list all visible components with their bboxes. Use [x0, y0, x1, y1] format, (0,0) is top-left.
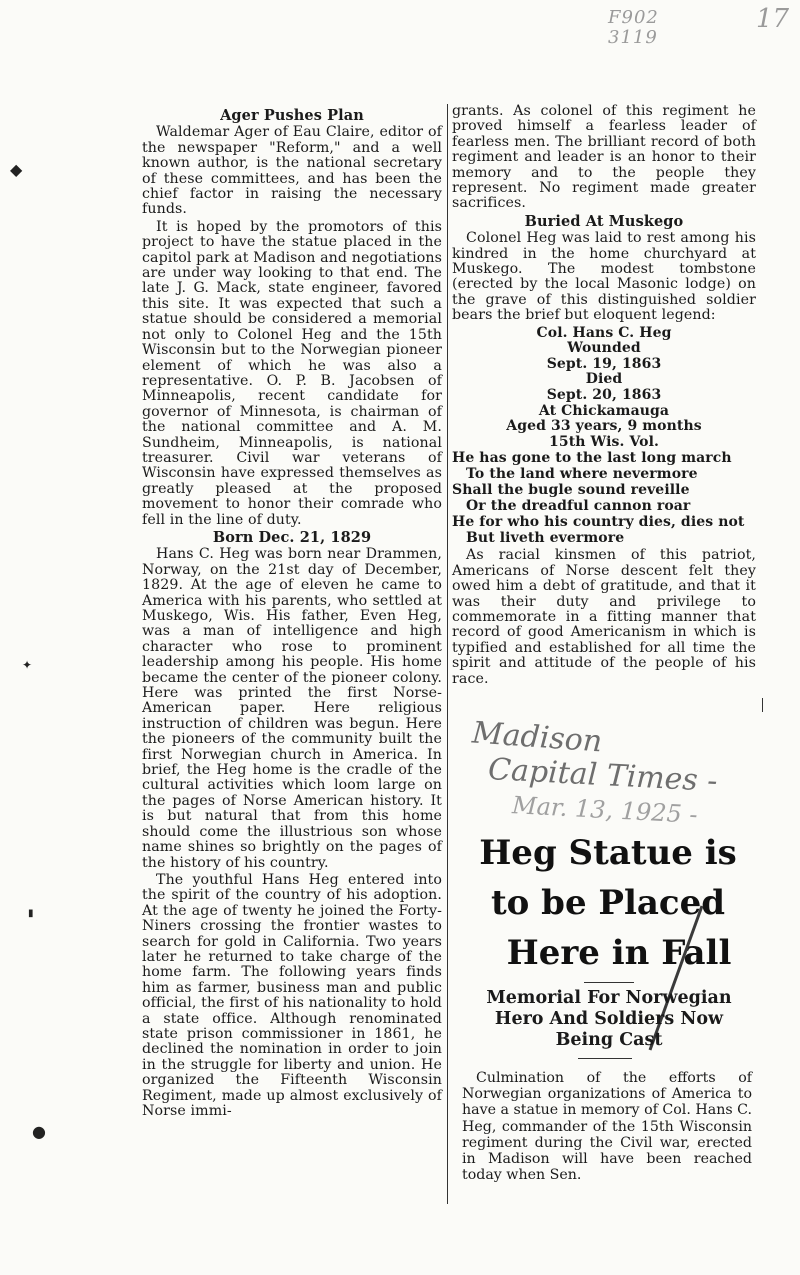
epitaph — [452, 326, 756, 451]
poem-line: Or the dreadful cannon roar — [466, 498, 691, 515]
edge-mark — [762, 698, 763, 712]
epitaph-line: At Chickamauga — [538, 402, 670, 419]
headline-rule — [584, 982, 634, 983]
handwritten-source-note — [462, 715, 782, 840]
poem-line: But liveth evermore — [466, 530, 625, 547]
epitaph-line: Wounded — [567, 340, 641, 357]
subheadline-line: Being Cast — [555, 1030, 663, 1050]
page-number: 17 — [756, 4, 790, 34]
poem-line: To the land where nevermore — [466, 466, 698, 483]
paragraph: Colonel Heg was laid to rest among his kindred in the home churchyard at Muskego. The modest tombstone (erected by the local Masonic lodge) on the grave of this distinguished soldier bears the brief but eloquent legend: — [452, 230, 756, 324]
epitaph-line: 15th Wis. Vol. — [549, 433, 659, 450]
headline-line: Here in Fall — [506, 933, 732, 973]
margin-mark: ◆ — [10, 160, 23, 179]
margin-mark: ▮ — [28, 908, 34, 919]
lead-article — [462, 1070, 752, 1183]
epitaph-line: Col. Hans C. Heg — [536, 324, 672, 341]
paragraph: As racial kinsmen of this patriot, Americans of Norse descent felt they owed him a debt of gratitude, and that it was their duty and privilege to commemorate in a fitting manner that record of good Americanism in which is typified and established for all time the spirit and attitude of the people of his race. — [452, 547, 756, 687]
headline-line: Heg Statue is — [479, 833, 737, 873]
poem-line: He has gone to the last long march — [452, 450, 732, 467]
subheadline-line: Hero And Soldiers Now — [494, 1009, 724, 1029]
right-column — [452, 104, 756, 689]
poem-line: Shall the bugle sound reveille — [452, 482, 690, 499]
subheadline-line: Memorial For Norwegian — [486, 988, 732, 1008]
subhead-rule — [578, 1058, 632, 1059]
poem-line: He for who his country dies, dies not — [452, 514, 745, 531]
margin-mark: ● — [32, 1122, 46, 1141]
left-column — [142, 108, 442, 1121]
handwritten-line: Madison — [470, 715, 604, 760]
margin-mark: ✦ — [22, 658, 33, 672]
headline — [458, 828, 758, 978]
poem — [452, 450, 756, 546]
epitaph-line: Sept. 20, 1863 — [546, 387, 662, 404]
paragraph: Hans C. Heg was born near Drammen, Norway, on the 21st day of December, 1829. At the age of eleven he came to America with his parents, who settled at Muskego, Wis. His father, Even Heg, was a man of intelligence and high character who rose to prominent leadership among his people. His home became the center of the pioneer colony. Here was printed the first Norse-American paper. Here religious instruction of children was begun. Here the pioneers of the community built the first Norwegian church in America. In brief, the Heg home is the cradle of the cultural activities which loom large on the pages of Norse American history. It is but natural that from this home should come the illustrious son whose name shines so brightly on the pages of the history of his country. — [142, 546, 442, 871]
paragraph: The youthful Hans Heg entered into the spirit of the country of his adoption. At the age of twenty he joined the Forty-Niners crossing the frontier wastes to search for gold in California. Two years later he returned to take charge of the home farm. The following years finds him as farmer, business man and public official, the first of his nationality to hold a state office. Although renominated state prison commissioner in 1861, he declined the nomination in order to join in the struggle for liberty and union. He organized the Fifteenth Wisconsin Regiment, made up almost exclusively of Norse immi- — [142, 871, 442, 1119]
paragraph: It is hoped by the promotors of this project to have the statue placed in the capitol park at Madison and negotiations are under way looking to that end. The late J. G. Mack, state engineer, favored this site. It was expected that such a statue should be considered a memorial not only to Colonel Heg and the 15th Wisconsin but to the Norwegian pioneer element of which he was also a representative. O. P. B. Jacobsen of Minneapolis, recent candidate for governor of Minnesota, is chairman of the national committee and A. M. Sundheim, Minneapolis, is national treasurer. Civil war veterans of Wisconsin have expressed themselves as greatly pleased at the proposed movement to honor their comrade who fell in the line of duty. — [142, 218, 442, 528]
column-rule — [447, 104, 448, 1204]
epitaph-line: Aged 33 years, 9 months — [506, 418, 702, 435]
paragraph: grants. As colonel of this regiment he proved himself a fearless leader of fearless men. The brilliant record of both regiment and leader is an honor to their memory and to the people they represent. No regiment made greater sacrifices. — [452, 103, 756, 212]
section-heading-born: Born Dec. 21, 1829 — [212, 528, 372, 546]
paragraph: Waldemar Ager of Eau Claire, editor of the newspaper "Reform," and a well known author, is the national secretary of these committees, and has been the chief factor in raising the necessary funds. — [142, 124, 442, 218]
section-heading-ager: Ager Pushes Plan — [220, 107, 364, 124]
subheadline — [456, 988, 762, 1051]
handwritten-line: Mar. 13, 1925 - — [511, 791, 699, 829]
epitaph-line: Sept. 19, 1863 — [546, 355, 662, 372]
headline-line: to be Placed — [490, 883, 726, 923]
archive-stamp: F902 3119 — [608, 7, 659, 48]
lead-paragraph: Culmination of the efforts of Norwegian organizations of America to have a statue in memory of Col. Hans C. Heg, commander of the 15th Wisconsin regiment during the Civil war, erected in Madison will have been reached today when Sen. — [462, 1070, 752, 1184]
epitaph-line: Died — [585, 371, 623, 388]
handwritten-line: Capital Times - — [487, 752, 719, 799]
section-heading-buried: Buried At Muskego — [524, 212, 684, 230]
